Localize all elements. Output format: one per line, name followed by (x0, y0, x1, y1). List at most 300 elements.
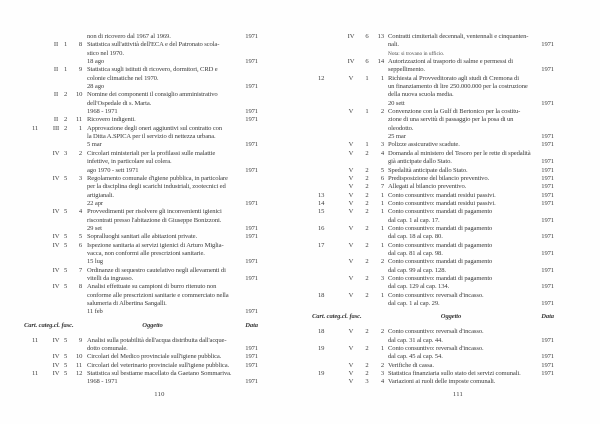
category-numeral: V (348, 378, 354, 386)
entry-line (316, 200, 554, 208)
cart-number: 14 (318, 199, 325, 207)
entry-text: della nuova scuola media. (388, 91, 454, 99)
column-headers-row (312, 313, 554, 321)
entry-text: la Ditta A.SPICA per il servizio di nettezza urbana. (87, 133, 216, 141)
entry-line (316, 75, 554, 83)
entry-line (28, 150, 258, 158)
entry-line (316, 275, 554, 283)
fascicle-number: 3 (78, 174, 82, 182)
category-numeral: IV (52, 208, 60, 216)
entry-line (316, 141, 554, 149)
category-numeral: V (348, 224, 354, 232)
entry-text: vitelli da ingrasso. (87, 274, 134, 282)
entry-year: 1971 (245, 116, 258, 124)
entry-year: 1971 (245, 353, 258, 361)
entry-line (28, 267, 258, 275)
entry-year: 1971 (541, 199, 554, 207)
entry-line (316, 362, 554, 370)
category-numeral: II (53, 66, 59, 74)
header-cart-categ-cl-fasc: Cart. categ.cl. fasc. (312, 313, 362, 321)
category-numeral: V (348, 369, 354, 377)
category-numeral: V (348, 258, 354, 266)
entry-text: Conto consuntivo: mandati di pagamento (388, 224, 493, 232)
fascicle-number: 5 (380, 166, 384, 174)
entry-line (28, 175, 258, 183)
entry-line (316, 116, 554, 124)
entry-line (316, 233, 554, 241)
entry-text: 1968 - 1971 (87, 108, 118, 116)
entry-line (28, 345, 258, 353)
fascicle-number: 9 (78, 336, 82, 344)
entry-text: oleodotto. (388, 124, 414, 132)
class-number: 5 (64, 369, 68, 377)
entry-line (316, 283, 554, 291)
entry-year: 1971 (245, 308, 258, 316)
entry-text: Conto consuntivo: mandati di pagamento (388, 241, 493, 249)
entry-text: Statistica sul bestiame macellato da Gaetano Sommariva. (87, 369, 232, 377)
fascicle-number: 2 (380, 258, 384, 266)
entry-text: stico nel 1970. (87, 49, 124, 57)
entry-text: dal cap. 31 al cap. 44. (388, 336, 443, 344)
entry-line (28, 183, 258, 191)
fascicle-number: 3 (380, 274, 384, 282)
right-page-entry-list (312, 33, 554, 387)
entry-line (28, 337, 258, 345)
header-data: Data (245, 321, 258, 329)
category-numeral: IV (52, 353, 60, 361)
entry-line (316, 258, 554, 266)
cart-number: 11 (32, 124, 39, 132)
fascicle-number: 10 (76, 91, 83, 99)
class-number: 2 (365, 274, 369, 282)
entry-text: infettive, in particolare sul colera. (87, 158, 172, 166)
entry-line (28, 200, 258, 208)
entry-text: Verifiche di cassa. (388, 361, 434, 369)
entry-text: dal cap. 45 al cap. 54. (388, 353, 443, 361)
category-numeral: IV (347, 33, 355, 40)
header-oggetto: Oggetto (440, 313, 462, 321)
entry-line (28, 50, 258, 58)
entry-line (316, 133, 554, 141)
fascicle-number: 3 (380, 369, 384, 377)
entry-text: Autorizzazioni al trasporto di salme e permessi di (388, 58, 513, 66)
fascicle-number: 1 (380, 241, 384, 249)
category-numeral: V (348, 344, 354, 352)
entry-text: Statistica finanziaria sullo stato dei servizi comunali. (388, 369, 521, 377)
category-numeral: IV (52, 361, 60, 369)
class-number: 1 (64, 66, 68, 74)
entry-line (316, 83, 554, 91)
category-numeral: V (348, 174, 354, 182)
entry-text: Nota: si trovano in ufficio. (388, 50, 445, 57)
entry-line (316, 208, 554, 216)
entry-text: Circolari del Medico provinciale sull'igiene pubblica. (87, 353, 222, 361)
entry-line (28, 108, 258, 116)
entry-text: dotto comunale. (87, 344, 128, 352)
entry-line (28, 167, 258, 175)
entry-text: Conto consuntivo: mandati residui passivi. (388, 191, 496, 199)
class-number: 1 (365, 74, 369, 82)
category-numeral: V (348, 208, 354, 216)
entry-text: Statistica sull'attività dell'ECA e del Patronato scola- (87, 41, 220, 49)
entry-text: ago 1970 - sett 1971 (87, 166, 139, 174)
entry-line (316, 167, 554, 175)
entry-line (28, 217, 258, 225)
entry-line (316, 353, 554, 361)
entry-text: Statistica sugli istituti di ricovero, dormitori, CRD e (87, 66, 218, 74)
entry-text: Nomine dei componenti il consiglio amministrativo (87, 91, 218, 99)
category-numeral: V (348, 274, 354, 282)
entry-year: 1971 (245, 58, 258, 66)
class-number: 5 (64, 336, 68, 344)
entry-line (28, 125, 258, 133)
right-page (312, 33, 554, 415)
entry-text: Ricovero indigenti. (87, 116, 136, 124)
entry-line (28, 250, 258, 258)
fascicle-number: 7 (78, 266, 82, 274)
cart-number: 18 (318, 328, 325, 336)
class-number: 1 (64, 41, 68, 49)
entry-text: Contratti cimiteriali decennali, ventennali e cinquanten- (388, 33, 529, 40)
entry-year: 1971 (245, 361, 258, 369)
entry-year: 1971 (541, 41, 554, 49)
entry-text: colonie climatiche nel 1970. (87, 74, 159, 82)
entry-text: Domanda al ministero del Tesoro per le rette di spedalità (388, 149, 531, 157)
entry-text: dal cap. 18 al cap. 80. (388, 233, 443, 241)
entry-year: 1971 (541, 361, 554, 369)
entry-text: dell'Ospedale di s. Marta. (87, 99, 152, 107)
category-numeral: V (348, 199, 354, 207)
entry-text: Conto consuntivo: reversali d'incasso. (388, 328, 484, 336)
class-number: 5 (64, 174, 68, 182)
entry-text: dal cap. 1 al cap. 17. (388, 216, 440, 224)
entry-year: 1971 (541, 353, 554, 361)
class-number: 5 (64, 266, 68, 274)
class-number: 1 (365, 108, 369, 116)
entry-text: Sopralluoghi sanitari alle abitazioni private. (87, 233, 198, 241)
entry-line (28, 91, 258, 99)
entry-text: non di ricovero dal 1967 al 1969. (87, 33, 171, 40)
fascicle-number: 2 (380, 361, 384, 369)
cart-number: 18 (318, 291, 325, 299)
entry-text: Variazioni ai ruoli delle imposte comunali. (388, 378, 496, 386)
class-number: 2 (365, 328, 369, 336)
entry-line (28, 33, 258, 41)
entry-line (28, 116, 258, 124)
entry-year: 1971 (541, 166, 554, 174)
category-numeral: V (348, 108, 354, 116)
entry-line (28, 100, 258, 108)
category-numeral: V (348, 149, 354, 157)
entry-text: Analisi sulla potabilità dell'acqua distribuita dall'acque- (87, 336, 227, 344)
entry-text: Regolamento comunale d'igiene pubblica, in particolare (87, 174, 228, 182)
class-number: 2 (365, 369, 369, 377)
category-numeral: V (348, 361, 354, 369)
entry-year: 1971 (245, 378, 258, 386)
entry-line (28, 370, 258, 378)
entry-text: Conto consuntivo: mandati residui passivi. (388, 199, 496, 207)
entry-year: 1971 (541, 191, 554, 199)
fascicle-number: 1 (380, 74, 384, 82)
fascicle-number: 1 (380, 224, 384, 232)
class-number: 2 (365, 174, 369, 182)
entry-year: 1971 (541, 300, 554, 307)
entry-year: 1971 (245, 166, 258, 174)
class-number: 2 (365, 241, 369, 249)
fascicle-number: 4 (380, 149, 384, 157)
entry-year: 1971 (245, 258, 258, 266)
class-number: 2 (365, 361, 369, 369)
entry-text: Conto consuntivo: mandati di pagamento (388, 208, 493, 216)
entry-line (316, 217, 554, 225)
entry-text: per la disciplina degli scarichi industriali, zootecnici ed (87, 183, 226, 191)
entry-text: artigianali. (87, 191, 114, 199)
category-numeral: V (348, 166, 354, 174)
category-numeral: IV (347, 58, 355, 66)
category-numeral: IV (52, 266, 60, 274)
header-data: Data (541, 313, 554, 321)
left-page-entry-list (24, 33, 258, 387)
entry-line (316, 108, 554, 116)
entry-line (316, 242, 554, 250)
fascicle-number: 2 (380, 328, 384, 336)
category-numeral: III (52, 124, 60, 132)
cart-number: 19 (318, 344, 325, 352)
cart-number: 13 (318, 191, 325, 199)
entry-text: 25 mar (388, 133, 406, 141)
class-number: 2 (365, 166, 369, 174)
category-numeral: IV (52, 149, 60, 157)
category-numeral: V (348, 291, 354, 299)
entry-year: 1971 (245, 344, 258, 352)
class-number: 2 (365, 208, 369, 216)
entry-line (28, 66, 258, 74)
entry-text: Approvazione degli oneri aggiuntivi sul contratto con (87, 124, 223, 132)
fascicle-number: 11 (76, 361, 83, 369)
category-numeral: II (53, 91, 59, 99)
entry-year: 1971 (541, 183, 554, 191)
entry-year: 1971 (541, 66, 554, 74)
entry-line (316, 175, 554, 183)
entry-year: 1971 (541, 99, 554, 107)
entry-line (316, 150, 554, 158)
entry-year: 1971 (541, 133, 554, 141)
column-headers-row (24, 321, 258, 330)
class-number: 2 (365, 183, 369, 191)
fascicle-number: 1 (380, 208, 384, 216)
entry-year: 1971 (245, 233, 258, 241)
entry-line (316, 158, 554, 166)
class-number: 2 (365, 291, 369, 299)
class-number: 5 (64, 283, 68, 291)
entry-text: Richiesta al Provveditorato agli studi di Cremona di (388, 74, 519, 82)
category-numeral: V (348, 74, 354, 82)
entry-year: 1971 (541, 283, 554, 291)
entry-text: 29 set (87, 224, 102, 232)
entry-line (316, 183, 554, 191)
entry-line (28, 275, 258, 283)
entry-text: Analisi effettuate su campioni di burro ritenuto non (87, 283, 217, 291)
category-numeral: IV (52, 233, 60, 241)
left-page (24, 33, 258, 415)
entry-text: Polizze assicurative scadute. (388, 141, 460, 149)
class-number: 2 (64, 124, 68, 132)
entry-line (28, 58, 258, 66)
class-number: 2 (365, 199, 369, 207)
entry-text: dal cap. 81 al cap. 98. (388, 249, 443, 257)
entry-line (316, 267, 554, 275)
category-numeral: V (348, 183, 354, 191)
entry-year: 1971 (245, 108, 258, 116)
entry-line (28, 242, 258, 250)
entry-line (28, 292, 258, 300)
entry-line (316, 192, 554, 200)
cart-number: 17 (318, 241, 325, 249)
fascicle-number: 1 (380, 191, 384, 199)
entry-text: salumeria di Albertina Sangalli. (87, 300, 167, 307)
entry-text: zione di una servitù di passaggio per la posa di un (388, 116, 514, 124)
entry-line (28, 75, 258, 83)
entry-year: 1971 (541, 174, 554, 182)
class-number: 5 (64, 361, 68, 369)
category-numeral: IV (52, 174, 60, 182)
cart-number: 11 (32, 336, 39, 344)
entry-text: 1968 - 1971 (87, 378, 118, 386)
entry-line (28, 225, 258, 233)
entry-text: 5 mar (87, 141, 102, 149)
fascicle-number: 12 (76, 369, 83, 377)
category-numeral: IV (52, 241, 60, 249)
entry-text: dal cap. 99 al cap. 128. (388, 266, 446, 274)
entry-year: 1971 (541, 369, 554, 377)
fascicle-number: 7 (380, 183, 384, 191)
entry-text: 18 ago (87, 58, 105, 66)
entry-year: 1971 (541, 141, 554, 149)
entry-year: 1971 (541, 266, 554, 274)
note-line (316, 50, 554, 58)
entry-text: 11 feb (87, 308, 103, 316)
entry-text: Allegati al bilancio preventivo. (388, 183, 467, 191)
entry-text: Conto consuntivo: reversali d'incasso. (388, 291, 484, 299)
header-cart-categ-cl-fasc: Cart. categ.cl. fasc. (24, 321, 74, 329)
fascicle-number: 8 (78, 41, 82, 49)
class-number: 5 (64, 241, 68, 249)
entry-year: 1971 (245, 224, 258, 232)
entry-line (28, 378, 258, 386)
entry-line (28, 283, 258, 291)
fascicle-number: 2 (380, 108, 384, 116)
entry-line (28, 83, 258, 91)
fascicle-number: 5 (78, 233, 82, 241)
category-numeral: IV (52, 336, 60, 344)
entry-line (316, 125, 554, 133)
entry-year: 1971 (541, 216, 554, 224)
entry-line (28, 141, 258, 149)
left-page-number: 110 (154, 391, 165, 398)
entry-year: 1971 (245, 33, 258, 40)
entry-text: Circolari ministeriali per la profilassi sulle malattie (87, 149, 216, 157)
cart-number: 15 (318, 208, 325, 216)
entry-year: 1971 (245, 199, 258, 207)
category-numeral: V (348, 191, 354, 199)
header-oggetto: Oggetto (142, 321, 163, 329)
entry-line (28, 300, 258, 308)
entry-line (316, 292, 554, 300)
entry-text: 28 ago (87, 83, 105, 91)
entry-line (316, 91, 554, 99)
entry-line (316, 378, 554, 386)
fascicle-number: 2 (78, 149, 82, 157)
fascicle-number: 4 (380, 378, 384, 386)
entry-text: seppellimento. (388, 66, 425, 74)
entry-line (316, 370, 554, 378)
fascicle-number: 3 (380, 141, 384, 149)
fascicle-number: 13 (377, 33, 384, 40)
entry-line (28, 308, 258, 316)
category-numeral: V (348, 141, 354, 149)
entry-line (28, 233, 258, 241)
entry-line (316, 33, 554, 41)
entry-line (316, 66, 554, 74)
entry-line (316, 41, 554, 49)
entry-text: Convenzione con la Gulf di Bertonico per la costitu- (388, 108, 521, 116)
class-number: 2 (365, 224, 369, 232)
entry-text: Spedalità anticipate dallo Stato. (388, 166, 468, 174)
fascicle-number: 8 (78, 283, 82, 291)
cart-number: 16 (318, 224, 325, 232)
class-number: 5 (64, 353, 68, 361)
class-number: 2 (64, 91, 68, 99)
entry-text: Conto consuntivo: mandati di pagamento (388, 274, 493, 282)
category-numeral: II (53, 41, 59, 49)
entry-line (316, 300, 554, 308)
entry-line (28, 353, 258, 361)
fascicle-number: 1 (78, 124, 82, 132)
class-number: 2 (64, 116, 68, 124)
class-number: 5 (64, 208, 68, 216)
entry-line (28, 158, 258, 166)
entry-year: 1971 (541, 249, 554, 257)
entry-year: 1971 (541, 158, 554, 166)
entry-text: Ispezione sanitaria ai servizi igienici di Arturo Miglia- (87, 241, 224, 249)
fascicle-number: 9 (78, 66, 82, 74)
entry-line (28, 192, 258, 200)
fascicle-number: 1 (380, 344, 384, 352)
entry-text: 15 lug (87, 258, 103, 266)
class-number: 6 (365, 58, 369, 66)
entry-text: riscontrati presso l'abitazione di Giuseppe Bonizzoni. (87, 216, 222, 224)
entry-text: Conto consuntivo: mandati di pagamento (388, 258, 493, 266)
entry-text: 22 apr (87, 199, 103, 207)
class-number: 5 (64, 233, 68, 241)
fascicle-number: 6 (78, 241, 82, 249)
entry-line (28, 41, 258, 49)
fascicle-number: 6 (380, 174, 384, 182)
fascicle-number: 4 (78, 208, 82, 216)
category-numeral: V (348, 328, 354, 336)
entry-line (28, 362, 258, 370)
category-numeral: V (348, 241, 354, 249)
right-page-number: 111 (452, 391, 464, 398)
entry-line (28, 133, 258, 141)
entry-text: dal cap. 129 al cap. 134. (388, 283, 450, 291)
entry-line (316, 328, 554, 336)
entry-text: Predisposizione del bilancio preventivo. (388, 174, 490, 182)
fascicle-number: 14 (377, 58, 384, 66)
class-number: 6 (365, 33, 369, 40)
entry-text: Circolari del veterinario provinciale sull'igiene pubblica. (87, 361, 230, 369)
entry-line (316, 100, 554, 108)
